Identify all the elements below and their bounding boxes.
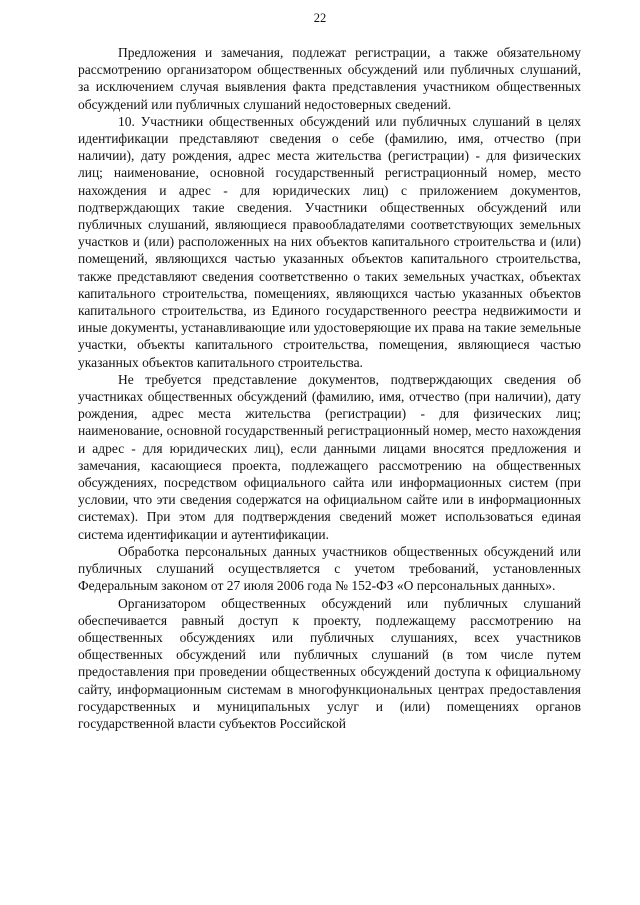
- paragraph-equal-access: Организатором общественных обсуждений или публичных слушаний обеспечивается равный доступ к проекту, подлежащему рассмотрению на общественных обсуждениях или публичных слушаниях, всех участников общественных обсуждений или публичных слушаний (в том числе путем предоставления при проведении общественных обсуждений доступа к официальному сайту, информационным системам в многофункциональных центрах предоставления государственных и муниципальных услуг и (или) помещениях органов государственной власти субъектов Российской: [78, 595, 581, 731]
- page-number: 22: [313, 11, 327, 25]
- paragraph-personal-data: Обработка персональных данных участников общественных обсуждений или публичных слушаний осуществляется с учетом требований, установленных Федеральным законом от 27 июля 2006 года № 152-ФЗ «О персональных данных».: [78, 543, 581, 594]
- paragraph-registration: Предложения и замечания, подлежат регистрации, а также обязательному рассмотрению организатором общественных обсуждений или публичных слушаний, за исключением случая выявления факта представления участником общественных обсуждений или публичных слушаний недостоверных сведений.: [78, 45, 581, 112]
- paragraph-identification: 10. Участники общественных обсуждений или публичных слушаний в целях идентификации представляют сведения о себе (фамилию, имя, отчество (при наличии), дату рождения, адрес места жительства (регистрации) - для физических лиц; наименование, основной государственный регистрационный номер, место нахождения и адрес - для юридических лиц) с приложением документов, подтверждающих такие сведения. Участники общественных обсуждений или публичных слушаний, являющиеся правообладателями соответствующих земельных участков и (или) расположенных на них объектов капитального строительства и (или) помещений, являющихся частью указанных объектов капитального строительства, также представляют сведения соответственно о таких земельных участках, объектах капитального строительства, помещениях, являющихся частью указанных объектов капитального строительства, из Единого государственного реестра недвижимости и иные документы, устанавливающие или удостоверяющие их права на такие земельные участки, объекты капитального строительства, помещения, являющиеся частью указанных объектов капитального строительства.: [78, 113, 581, 370]
- document-body: [78, 44, 581, 732]
- paragraph-documents-not-required: Не требуется представление документов, подтверждающих сведения об участниках общественных обсуждений (фамилию, имя, отчество (при наличии), дату рождения, адрес места жительства (регистрации) - для физических лиц; наименование, основной государственный регистрационный номер, место нахождения и адрес - для юридических лиц), если данными лицами вносятся предложения и замечания, касающиеся проекта, подлежащего рассмотрению на общественных обсуждениях, посредством официального сайта или информационных систем (при условии, что эти сведения содержатся на официальном сайте или в информационных системах). При этом для подтверждения сведений может использоваться единая система идентификации и аутентификации.: [78, 371, 581, 542]
